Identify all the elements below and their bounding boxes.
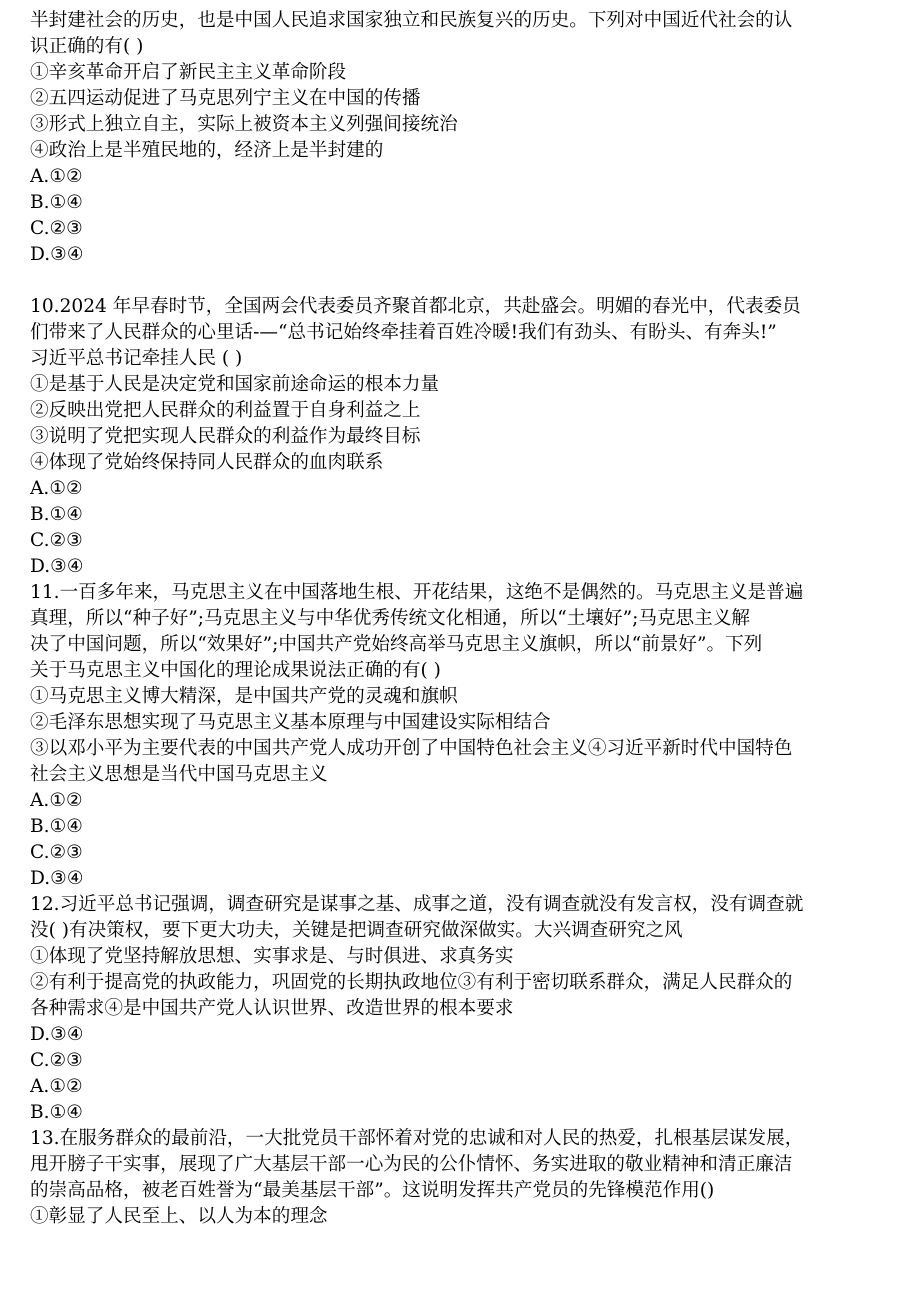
question-stem-line: 真理，所以“种子好”;马克思主义与中华优秀传统文化相通，所以“土壤好”;马克思主义解 [30, 608, 750, 629]
question-stem-line: 习近平总书记牵挂人民 ( ) [30, 348, 243, 369]
question-11 [30, 580, 872, 892]
option: D.③④ [30, 868, 84, 889]
question-stem-line: 的崇高品格，被老百姓誉为“最美基层干部”。这说明发挥共产党员的先锋模范作用() [30, 1180, 715, 1201]
statement: ①辛亥革命开启了新民主主义革命阶段 [30, 62, 347, 83]
blank-line [30, 268, 872, 294]
option: B.①④ [30, 1102, 83, 1123]
statement: 各种需求④是中国共产党人认识世界、改造世界的根本要求 [30, 998, 514, 1019]
question-stem-line: 13.在服务群众的最前沿，一大批党员干部怀着对党的忠诚和对人民的热爱，扎根基层谋发展， [30, 1128, 804, 1149]
statement: ①体现了党坚持解放思想、实事求是、与时俱进、求真务实 [30, 946, 514, 967]
statement: ①是基于人民是决定党和国家前途命运的根本力量 [30, 374, 440, 395]
statement: ①马克思主义博大精深，是中国共产党的灵魂和旗帜 [30, 686, 458, 707]
statement: ②五四运动促进了马克思列宁主义在中国的传播 [30, 88, 421, 109]
option: D.③④ [30, 556, 84, 577]
question-stem-line: 半封建社会的历史，也是中国人民追求国家独立和民族复兴的历史。下列对中国近代社会的认 [30, 10, 793, 31]
option: B.①④ [30, 504, 83, 525]
statement: 社会主义思想是当代中国马克思主义 [30, 764, 328, 785]
option: D.③④ [30, 1024, 84, 1045]
question-10 [30, 294, 872, 580]
question-stem-line: 们带来了人民群众的心里话-—“总书记始终牵挂着百姓冷暖!我们有劲头、有盼头、有奔头!” [30, 322, 777, 343]
question-stem-line: 关于马克思主义中国化的理论成果说法正确的有( ) [30, 660, 441, 681]
statement: ③说明了党把实现人民群众的利益作为最终目标 [30, 426, 421, 447]
statement: ④体现了党始终保持同人民群众的血肉联系 [30, 452, 384, 473]
statement: ④政治上是半殖民地的，经济上是半封建的 [30, 140, 384, 161]
question-stem-line: 识正确的有( ) [30, 36, 144, 57]
option: A.①② [30, 1076, 83, 1097]
statement: ③以邓小平为主要代表的中国共产党人成功开创了中国特色社会主义④习近平新时代中国特色 [30, 738, 793, 759]
statement: ②有利于提高党的执政能力，巩固党的长期执政地位③有利于密切联系群众，满足人民群众的 [30, 972, 793, 993]
statement: ③形式上独立自主，实际上被资本主义列强间接统治 [30, 114, 458, 135]
question-stem-line: 甩开膀子干实事，展现了广大基层干部一心为民的公仆情怀、务实进取的敬业精神和清正廉洁 [30, 1154, 793, 1175]
statement: ②反映出党把人民群众的利益置于自身利益之上 [30, 400, 421, 421]
question-stem-line: 11.一百多年来，马克思主义在中国落地生根、开花结果，这绝不是偶然的。马克思主义是普遍 [30, 582, 804, 603]
statement: ①彰显了人民至上、以人为本的理念 [30, 1206, 328, 1227]
option: D.③④ [30, 244, 84, 265]
option: A.①② [30, 478, 83, 499]
question-12 [30, 892, 872, 1126]
option: A.①② [30, 166, 83, 187]
option: B.①④ [30, 192, 83, 213]
option: C.②③ [30, 218, 83, 239]
question-stem-line: 没( )有决策权，要下更大功夫，关键是把调查研究做深做实。大兴调查研究之风 [30, 920, 683, 941]
option: C.②③ [30, 1050, 83, 1071]
option: A.①② [30, 790, 83, 811]
question-stem-line: 10.2024 年早春时节，全国两会代表委员齐聚首都北京，共赴盛会。明媚的春光中，代表委员 [30, 296, 801, 317]
option: C.②③ [30, 530, 83, 551]
statement: ②毛泽东思想实现了马克思主义基本原理与中国建设实际相结合 [30, 712, 551, 733]
question-9 [30, 8, 872, 268]
option: B.①④ [30, 816, 83, 837]
question-13 [30, 1126, 872, 1230]
question-stem-line: 12.习近平总书记强调，调查研究是谋事之基、成事之道，没有调查就没有发言权，没有调查就 [30, 894, 804, 915]
option: C.②③ [30, 842, 83, 863]
question-stem-line: 决了中国问题，所以“效果好”;中国共产党始终高举马克思主义旗帜，所以“前景好”。下列 [30, 634, 763, 655]
